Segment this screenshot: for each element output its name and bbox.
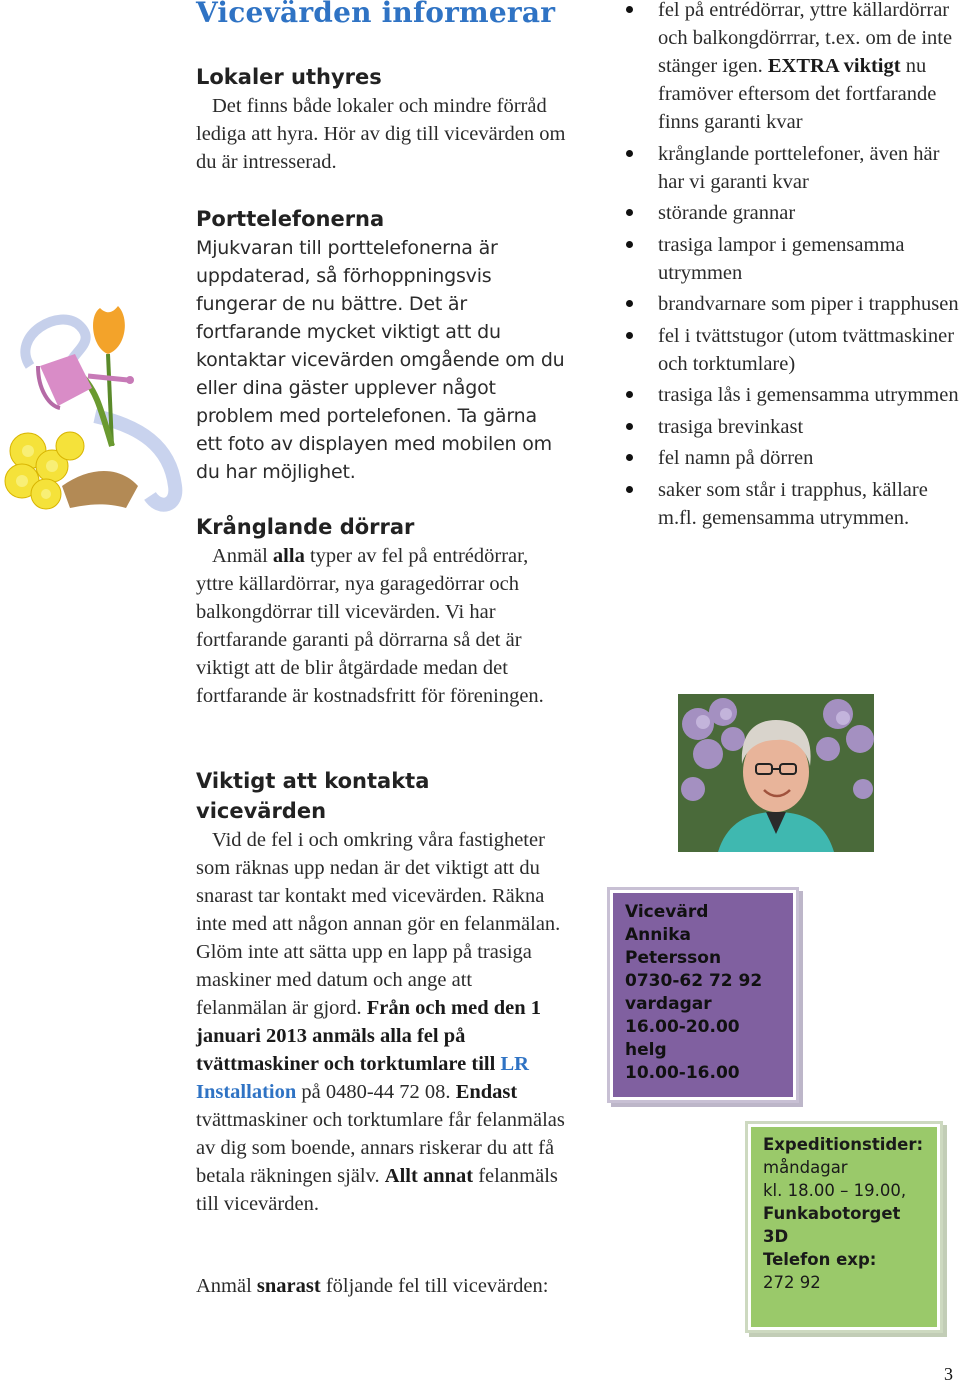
section-porttelefoner: [196, 204, 566, 486]
contact-line: 16.00-20.00: [625, 1017, 740, 1037]
list-item: krånglande porttelefoner, även här har vi garanti kvar: [626, 140, 960, 196]
list-item: trasiga lås i gemensamma utrymmen: [626, 381, 960, 409]
caretaker-contact-box: [610, 890, 796, 1100]
list-item: fel namn på dörren: [626, 444, 960, 472]
contact-phone: 0730-62 72 92: [625, 971, 763, 991]
section-anmal: [196, 1272, 566, 1300]
contact-line: Annika: [625, 925, 691, 945]
heading-porttelefoner: Porttelefonerna: [196, 207, 385, 231]
text-lokaler: Det finns både lokaler och mindre förråd lediga att hyra. Hör av dig till vicevärden om du är intresserad.: [196, 95, 566, 173]
office-hours-line: måndagar: [763, 1158, 848, 1177]
list-item: störande grannar: [626, 199, 960, 227]
office-phone-label: Telefon exp:: [763, 1250, 877, 1269]
fault-list: [626, 0, 960, 535]
section-lokaler: [196, 62, 566, 176]
page-number: 3: [944, 1364, 953, 1384]
heading-kontakt: Viktigt att kontakta vicevärden: [196, 769, 430, 823]
text-porttelefoner: Mjukvaran till porttelefonerna är uppdaterad, så förhoppningsvis fungerar de nu bättre. Det är fortfarande mycket viktigt att du kontaktar vicevärden omgående om du eller dina gäster upplever något problem med portelefonen. Ta gärna ett foto av displayen med mobilen om du har möjlighet.: [196, 237, 565, 483]
heading-lokaler: Lokaler uthyres: [196, 65, 382, 89]
section-dorrar: [196, 512, 566, 710]
list-item: fel i tvättstugor (utom tvättmaskiner och torktumlare): [626, 322, 960, 378]
contact-line: 10.00-16.00: [625, 1063, 740, 1083]
list-item: brandvarnare som piper i trapphusen: [626, 290, 960, 318]
lr-installation-link[interactable]: LR Installation: [196, 1053, 529, 1103]
contact-line: vardagar: [625, 994, 712, 1014]
list-item: fel på entrédörrar, yttre källardörrar och balkongdörrrar, t.ex. om de inte stänger igen. EXTRA viktigt nu framöver eftersom det fortfarande finns garanti kvar: [626, 0, 960, 136]
contact-line: Petersson: [625, 948, 722, 968]
contact-line: Vicevärd: [625, 902, 709, 922]
caretaker-portrait-photo: [678, 694, 874, 852]
office-hours-line: 3D: [763, 1227, 789, 1246]
text-dorrar: Anmäl alla typer av fel på entrédörrar, yttre källardörrar, nya garagedörrar och balkongdörrar till vicevärden. Vi har fortfarande garanti på dörrarna så det är viktigt att de blir åtgärdade medan det fortfarande är kostnadsfritt för föreningen.: [196, 545, 544, 707]
office-hours-line: Funkabotorget: [763, 1204, 901, 1223]
office-hours-line: kl. 18.00 – 19.00,: [763, 1181, 907, 1200]
list-item: trasiga brevinkast: [626, 413, 960, 441]
office-hours-heading: Expeditionstider:: [763, 1135, 924, 1154]
list-item: saker som står i trapphus, källare m.fl. gemensamma utrymmen.: [626, 476, 960, 532]
heading-dorrar: Krånglande dörrar: [196, 515, 415, 539]
text-kontakt: Vid de fel i och omkring våra fastigheter som räknas upp nedan är det viktigt att du snarast tar kontakt med vicevärden. Räkna inte med att någon annan gör en felanmälan. Glöm inte att sätta upp en lapp på trasiga maskiner med datum och ange att felanmälan är gjord. Från och med den 1 januari 2013 anmäls alla fel på tvättmaskiner och torktumlare till LR Installation på 0480-44 72 08. Endast tvättmaskiner och torktumlare får felanmälas av dig som boende, annars riskerar du att få betala räkningen själv. Allt annat felanmäls till vicevärden.: [196, 829, 565, 1215]
section-kontakt: [196, 766, 566, 1218]
office-hours-box: [748, 1124, 940, 1330]
contact-line: helg: [625, 1040, 667, 1060]
list-item: trasiga lampor i gemensamma utrymmen: [626, 231, 960, 287]
page-title: Vicevärden informerar: [196, 0, 556, 29]
watering-can-flowers-illustration: [0, 296, 190, 518]
office-phone: 272 92: [763, 1273, 821, 1292]
text-anmal: Anmäl snarast följande fel till vicevärden:: [196, 1275, 549, 1297]
